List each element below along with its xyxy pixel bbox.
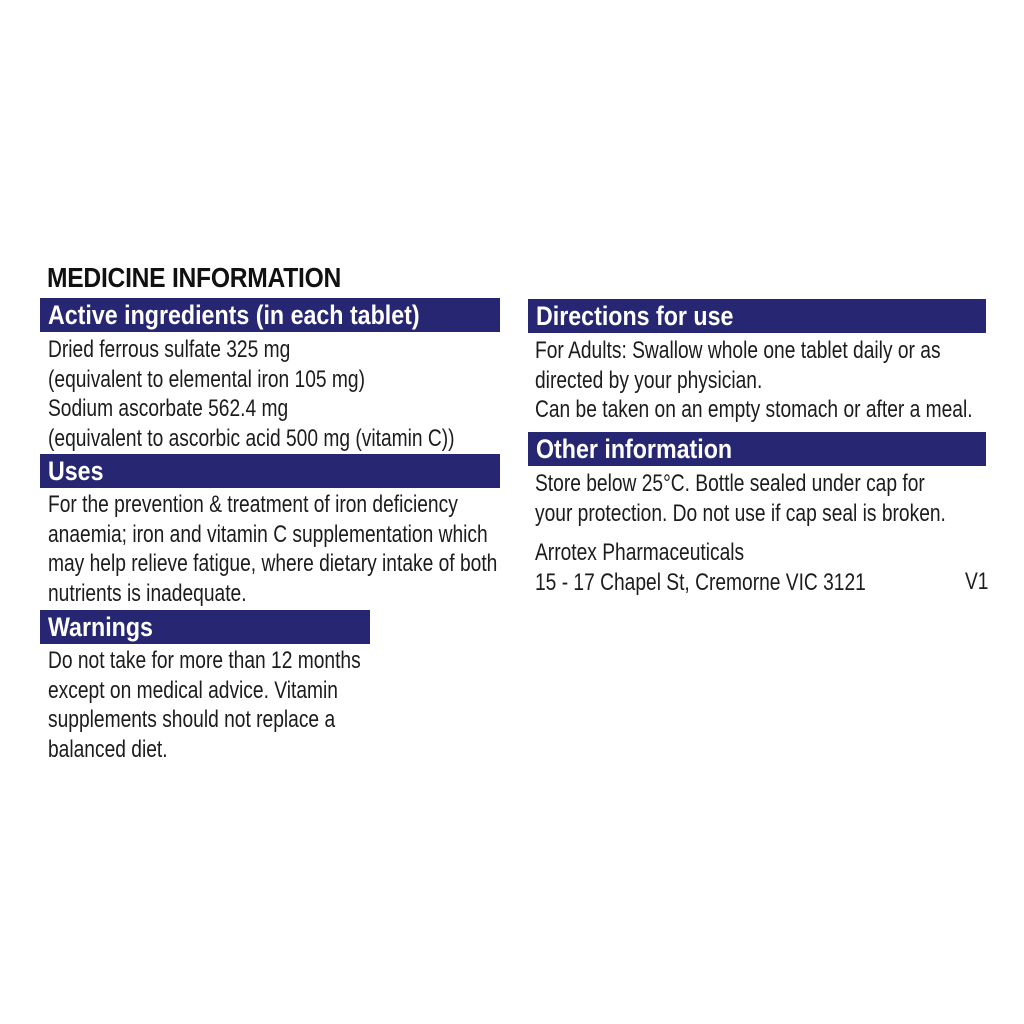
manufacturer-address: 15 - 17 Chapel St, Cremorne VIC 3121: [535, 568, 866, 596]
uses-body: [48, 490, 497, 608]
directions-line: Can be taken on an empty stomach or after a meal.: [535, 396, 973, 423]
uses-line: nutrients is inadequate.: [48, 579, 247, 607]
other-information-heading-label: Other information: [536, 434, 733, 464]
uses-line: anaemia; iron and vitamin C supplementation which: [48, 520, 488, 548]
directions-body: [535, 336, 973, 425]
warnings-body: [48, 646, 361, 764]
other-information-line: your protection. Do not use if cap seal is broken.: [535, 499, 946, 527]
active-ingredients-body: [48, 335, 455, 453]
directions-heading-label: Directions for use: [536, 301, 734, 331]
active-ingredients-heading: [40, 298, 500, 332]
page-title: MEDICINE INFORMATION: [47, 262, 342, 293]
manufacturer-name: Arrotex Pharmaceuticals: [535, 539, 745, 566]
active-ingredient-line: (equivalent to ascorbic acid 500 mg (vitamin C)): [48, 424, 455, 452]
warnings-line: Do not take for more than 12 months: [48, 647, 361, 674]
directions-heading: [528, 299, 986, 333]
active-ingredient-line: Sodium ascorbate 562.4 mg: [48, 395, 289, 422]
directions-line: directed by your physician.: [535, 366, 763, 394]
manufacturer-block: [535, 538, 866, 597]
version-label: V1: [965, 568, 989, 595]
uses-heading: [40, 454, 500, 488]
other-information-body: [535, 469, 946, 528]
other-information-heading: [528, 432, 986, 466]
directions-line: For Adults: Swallow whole one tablet daily or as: [535, 337, 941, 364]
active-ingredient-line: Dried ferrous sulfate 325 mg: [48, 336, 291, 363]
uses-line: For the prevention & treatment of iron deficiency: [48, 491, 458, 518]
warnings-heading-label: Warnings: [48, 612, 153, 642]
uses-heading-label: Uses: [48, 456, 104, 486]
active-ingredient-line: (equivalent to elemental iron 105 mg): [48, 365, 365, 393]
warnings-line: balanced diet.: [48, 735, 168, 763]
other-information-line: Store below 25°C. Bottle sealed under cap for: [535, 470, 925, 497]
warnings-line: supplements should not replace a: [48, 706, 336, 733]
warnings-line: except on medical advice. Vitamin: [48, 676, 338, 704]
active-ingredients-heading-label: Active ingredients (in each tablet): [48, 300, 420, 330]
warnings-heading: [40, 610, 370, 644]
uses-line: may help relieve fatigue, where dietary intake of both: [48, 550, 498, 577]
